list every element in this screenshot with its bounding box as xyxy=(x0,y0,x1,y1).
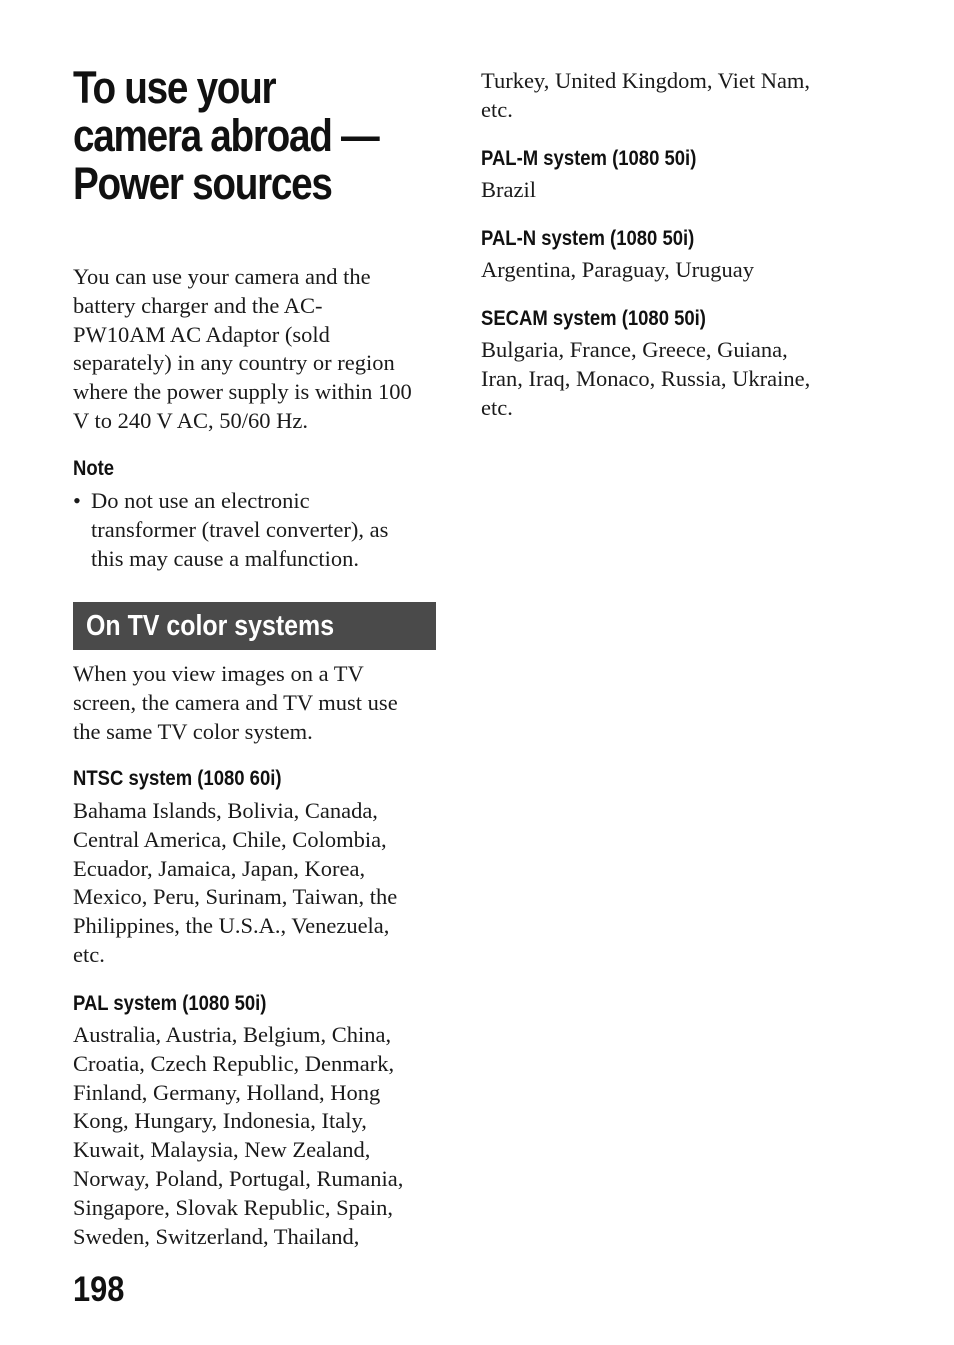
secam-countries: Bulgaria, France, Greece, Guiana, Iran, Iraq, Monaco, Russia, Ukraine, etc. xyxy=(481,337,811,420)
note-bullet-item xyxy=(73,487,438,577)
secam-heading: SECAM system (1080 50i) xyxy=(481,307,706,330)
pal-countries-continued: Turkey, United Kingdom, Viet Nam, etc. xyxy=(481,68,811,122)
bullet-icon: • xyxy=(73,488,81,513)
pal-m-heading: PAL-M system (1080 50i) xyxy=(481,147,697,170)
ntsc-countries: Bahama Islands, Bolivia, Canada, Central America, Chile, Colombia, Ecuador, Jamaica, Japan, Korea, Mexico, Peru, Surinam, Taiwan, the Philippines, the U.S.A., Venezuela, etc. xyxy=(73,798,398,967)
section-intro: When you view images on a TV screen, the camera and TV must use the same TV color system. xyxy=(73,661,398,744)
page-number: 198 xyxy=(73,1270,125,1309)
page-title: To use your camera abroad — Power sources xyxy=(73,62,379,209)
pal-m-countries: Brazil xyxy=(481,177,536,202)
section-heading: On TV color systems xyxy=(86,610,335,642)
section-banner xyxy=(73,602,436,650)
pal-heading: PAL system (1080 50i) xyxy=(73,992,267,1015)
note-text: Do not use an electronic transformer (travel converter), as this may cause a malfunction. xyxy=(91,488,389,571)
pal-n-countries: Argentina, Paraguay, Uruguay xyxy=(481,257,755,282)
note-heading: Note xyxy=(73,457,115,480)
pal-countries: Australia, Austria, Belgium, China, Croatia, Czech Republic, Denmark, Finland, Germany, Holland, Hong Kong, Hungary, Indonesia, Italy, Kuwait, Malaysia, New Zealand, Norway, Poland, Portugal, Rumania, Singapore, Slovak Republic, Spain, Sweden, Switzerland, Thailand, xyxy=(73,1022,404,1249)
ntsc-heading: NTSC system (1080 60i) xyxy=(73,767,282,790)
intro-paragraph: You can use your camera and the battery charger and the AC- PW10AM AC Adaptor (sold separately) in any country or region where the power supply is within 100 V to 240 V AC, 50/60 Hz. xyxy=(73,264,412,433)
pal-n-heading: PAL-N system (1080 50i) xyxy=(481,227,695,250)
